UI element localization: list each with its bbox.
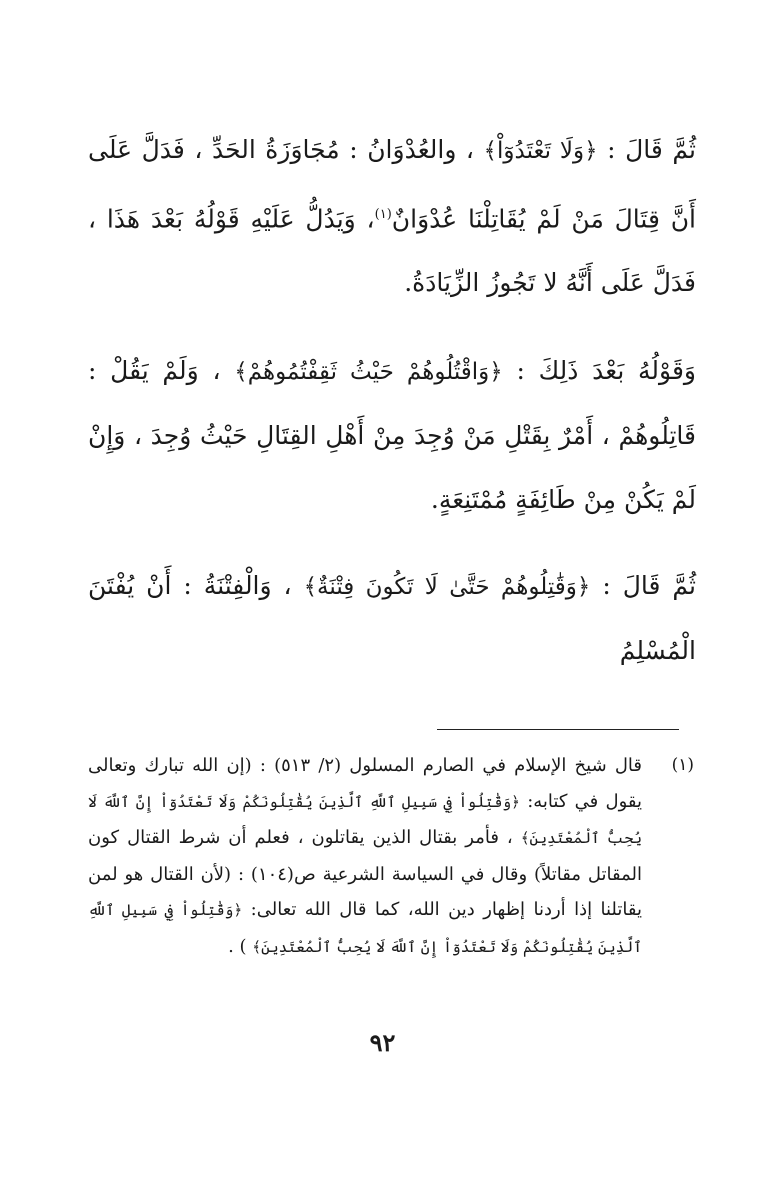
footnote-quran-verse-2: ﴿وَقَٰتِلُواْ فِي سَبِيلِ ٱللَّهِ ٱلَّذِينَ يُقَٰتِلُونَكُمْ وَلَا تَعْتَدُوٓاْ إِنَّ ٱللَّهَ لَا يُحِبُّ ٱلْمُعْتَدِينَ﴾ [88, 901, 642, 956]
quran-verse-1: ﴿وَلَا تَعْتَدُوٓاْ﴾ [483, 138, 598, 164]
footnote-number: (١) [671, 755, 694, 775]
paragraph-1 [88, 118, 696, 315]
footnote-body [88, 748, 642, 965]
footnotes-section [88, 748, 694, 965]
quran-verse-2: ﴿وَاقْتُلُوهُمْ حَيْثُ ثَقِفْتُمُوهُمْ﴾ [234, 359, 503, 386]
paragraph-2-intro: وَقَوْلُهُ بَعْدَ ذَلِكَ : [502, 356, 696, 386]
footnote-reference[interactable]: (١) [374, 207, 392, 222]
footnote-text-1: قال شيخ الإسلام في الصارم المسلول (٢/ ٥١٣) : (إن الله تبارك وتعالى يقول في كتابه: [88, 755, 642, 812]
footnote-text-2: ، فأمر بقتال الذين يقاتلون ، فعلم أن شرط القتال كون المقاتل مقاتلاً) وقال في السياسة الشرعية ص(١٠٤) : (لأن القتال هو لمن يقاتلنا إذا أردنا إظهار دين الله، كما قال الله تعالى: [88, 827, 642, 920]
paragraph-3-text: ، وَالْفِتْنَةُ : أَنْ يُفْتَنَ الْمُسْلِمُ [88, 571, 696, 666]
footnote-text-3: ) . [228, 935, 253, 957]
page-number: ٩٢ [369, 1028, 396, 1057]
quran-verse-3: ﴿وَقَٰتِلُوهُمْ حَتَّىٰ لَا تَكُونَ فِتْنَةٌ﴾ [303, 574, 591, 601]
footnote-separator [437, 729, 679, 730]
footnote-quran-verse-1: ﴿وَقَٰتِلُواْ فِي سَبِيلِ ٱللَّهِ ٱلَّذِينَ يُقَٰتِلُونَكُمْ وَلَا تَعْتَدُوٓاْ إِنَّ ٱللَّهَ لَا يُحِبُّ ٱلْمُعْتَدِينَ﴾ [88, 792, 643, 847]
paragraph-3-intro: ثُمَّ قَالَ : [590, 571, 697, 601]
main-text [88, 118, 696, 713]
paragraph-2-text: ، وَلَمْ يَقُلْ : قَاتِلُوهُمْ ، أَمْرٌ بِقَتْلِ مَنْ وُجِدَ مِنْ أَهْلِ القِتَالِ حَيْثُ وُجِدَ ، وَإِنْ لَمْ يَكُنْ مِنْ طَائِفَةٍ مُمْتَنِعَةٍ. [88, 356, 696, 515]
paragraph-1-text: ، والعُدْوَانُ : مُجَاوَزَةُ الحَدِّ ، فَدَلَّ عَلَى أَنَّ قِتَالَ مَنْ لَمْ يُقَاتِلْنَا عُدْوَانٌ [88, 135, 697, 234]
paragraph-2 [88, 339, 696, 532]
paragraph-1-continuation: ، وَيَدُلُّ عَلَيْهِ قَوْلُهُ بَعْدَ هَذَا ، فَدَلَّ عَلَى أَنَّهُ لا تَجُوزُ الزِّيَادَةُ. [88, 204, 696, 298]
paragraph-1-intro: ثُمَّ قَالَ : [597, 135, 697, 164]
paragraph-3 [88, 554, 696, 683]
